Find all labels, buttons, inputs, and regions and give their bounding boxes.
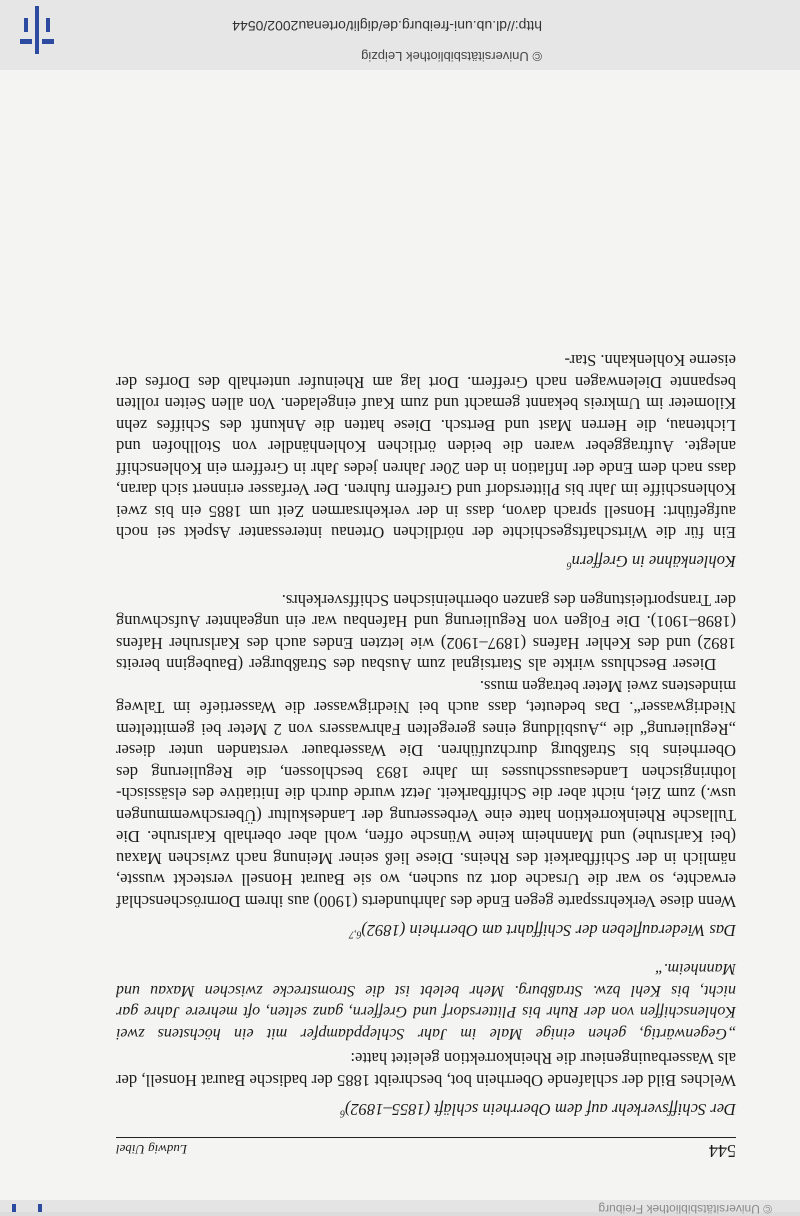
quote: „Gegenwärtig, gehen einige Male im Jahr Schleppdampfer mit ein höchstens zwei Kohlenschiffen von der Ruhr bis Plittersdorf und Greffern, ganz selten, oft mehrere Jahre gar nicht, bis Kehl bzw. Straßburg. Mehr belebt ist die Stromstrecke zwischen Maxau und Mannheim.“ xyxy=(116,960,736,1042)
paragraph: Wenn diese Verkehrssparte gegen Ende des Jahrhunderts (1900) aus ihrem Dornröschenschlaf erwachte, so war die Ursache dort zu suchen, wo sie Baurat Honsell versteckt wusste, nämlich in der Schiffbarkeit des Rheins. Diese ließ seiner Meinung nach zwischen Maxau (bei Karlsruhe) und Mannheim keine Wünsche offen, wohl aber oberhalb Karlsruhe. Die Tullasche Rheinkorrektion hatte eine Verbesserung der Landeskultur (Überschwemmungen usw.) zum Ziel, nicht aber die Schiffbarkeit. Jetzt wurde durch die Initiative des elsässisch-lothringischen Landesausschusses im Jahre 1893 beschlossen, die Regulierung des Oberrheins bis Straßburg durchzuführen. Die Wasserbauer verstanden unter dieser „Regulierung“ die „Ausbildung eines geregelten Fahrwassers von 2 Meter bei gemitteltem Niedrigwasser“. Das bedeutet, dass auch bei Niedrigwasser die Wassertiefe im Talweg mindestens zwei Meter betragen muss. xyxy=(116,677,736,911)
viewer-bottom-bar xyxy=(0,0,800,70)
paragraph: Dieser Beschluss wirkte als Startsignal zum Ausbau des Straßburger (Baubeginn bereits 1892) und des Kehler Hafens (1897–1902) wie letzten Endes auch des Karlsruher Hafens (1898–1901). Die Folgen von Regulierung und Hafenbau war ein ungeahnter Aufschwung der Transportleistungen des ganzen oberrheinischen Schiffsverkehrs. xyxy=(116,591,736,675)
library-credit-bottom: © Universitätsbibliothek Leipzig xyxy=(361,49,542,64)
section-heading-1: Der Schiffsverkehr auf dem Oberrhein schläft (1855–1892)$^6$ xyxy=(339,1100,736,1119)
paragraph: Ein für die Wirtschaftsgeschichte der nördlichen Ortenau interessanter Aspekt sei noch aufgeführt: Honsell sprach davon, dass in der verkehrsarmen Zeit um 1885 ein bis zwei Kohlenschiffe im Jahr bis Plittersdorf und Greffern fuhren. Der Verfasser erinnert sich daran, dass nach dem Ende der Inflation in den 20er Jahren jedes Jahr in Greffern ein Kohlenschiff anlegte. Auftraggeber waren die beiden örtlichen Kohlenhändler von Stollhofen und Lichtenau, die Herren Mast und Bertsch. Diese hatten die Ankunft des Schiffes zehn Kilometer im Umkreis bekannt gemacht und zum Kauf eingeladen. Von allen Seiten rollten bespannte Dielenwagen nach Greffern. Dort lag am Rheinufer unterhalb des Dorfes der eiserne Kohlenkahn. Star- xyxy=(116,351,736,543)
running-head-author: Ludwig Uibel xyxy=(116,1142,188,1157)
university-logo-icon xyxy=(20,6,54,54)
footnote-ref: 6,7 xyxy=(348,928,362,940)
page-content xyxy=(116,350,736,1162)
viewer-top-bar xyxy=(0,1200,800,1216)
page-url[interactable]: http://dl.ub.uni-freiburg.de/diglit/ortenau2002/0544 xyxy=(232,18,542,34)
book-page xyxy=(0,70,800,1200)
library-credit-top: © Universitätsbibliothek Freiburg xyxy=(598,1202,772,1216)
page-number: 544 xyxy=(709,1141,736,1161)
footnote-ref: 6 xyxy=(566,560,572,571)
section-heading-3: Kohlenkähne in Greffern$^6$ xyxy=(566,552,736,572)
footnote-ref: 6 xyxy=(339,1107,345,1119)
section-heading-2: Das Wiederaufleben der Schiffahrt am Oberrhein $(1892)^{6,7}$ xyxy=(348,921,736,940)
library-logo-icon xyxy=(12,1204,42,1212)
paragraph: Welches Bild der schlafende Oberrhein bot, beschreibt 1885 der badische Baurat Honsell, der als Wasserbauingenieur die Rheinkorrektion geleitet hatte: xyxy=(116,1049,736,1090)
running-header xyxy=(116,1137,736,1162)
